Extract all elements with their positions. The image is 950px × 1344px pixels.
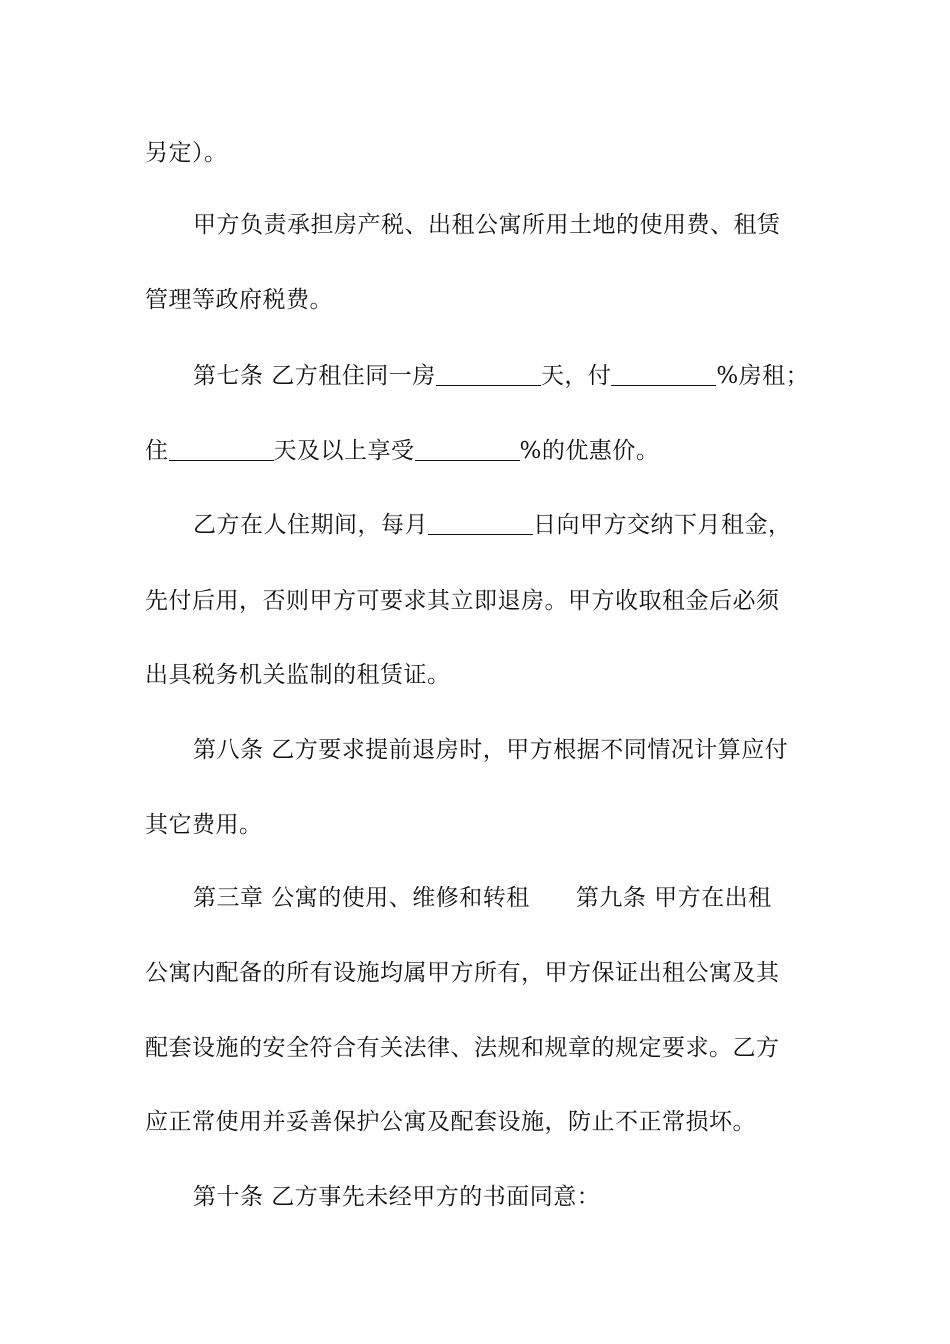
article-9-line-3: [145, 1033, 805, 1063]
line-text: 先付后用，否则甲方可要求其立即退房。甲方收取租金后必须: [145, 588, 780, 614]
line-text: 第十条 乙方事先未经甲方的书面同意：: [193, 1184, 601, 1210]
fill-in-blank-days[interactable]: [436, 363, 541, 386]
line-text: 其它费用。: [145, 812, 263, 838]
article-10-line-1: [193, 1182, 853, 1212]
line-text: 应正常使用并妥善保护公寓及配套设施，防止不正常损坏。: [145, 1109, 756, 1135]
paragraph-tax-line-2: [145, 285, 805, 315]
chapter-3-heading-line: [193, 883, 853, 913]
article-8-line-2: [145, 810, 805, 840]
line-text: 天及以上享受: [273, 438, 415, 464]
line-text: 日向甲方交纳下月租金，: [533, 512, 792, 538]
line-text: 配套设施的安全符合有关法律、法规和规章的规定要求。乙方: [145, 1035, 780, 1061]
fill-in-blank-days[interactable]: [169, 438, 274, 461]
article-9-line-4: [145, 1107, 805, 1137]
article-7-line-2: [145, 436, 805, 466]
line-text: 住: [145, 438, 169, 464]
line-text: 甲方负责承担房产税、出租公寓所用土地的使用费、租赁: [193, 212, 781, 238]
line-text: %房租；: [716, 363, 810, 389]
fill-in-blank-discount[interactable]: [415, 438, 520, 461]
line-text: 另定）。: [145, 140, 228, 166]
line-text: 第九条 甲方在出租: [575, 885, 772, 911]
fill-in-blank-percent[interactable]: [611, 363, 716, 386]
line-text: 管理等政府税费。: [145, 287, 333, 313]
text-line-1: [145, 138, 805, 168]
line-text: %的优惠价。: [519, 438, 660, 464]
paragraph-tax-line-1: [193, 210, 853, 240]
rent-payment-line-3: [145, 660, 805, 690]
article-7-line-1: [193, 361, 853, 391]
line-text: 乙方在人住期间，每月: [193, 512, 428, 538]
chapter-heading: 第三章 公寓的使用、维修和转租: [193, 885, 530, 911]
line-text: 第七条 乙方租住同一房: [193, 363, 436, 389]
line-text: 第八条 乙方要求提前退房时，甲方根据不同情况计算应付: [193, 737, 789, 763]
article-8-line-1: [193, 735, 853, 765]
line-text: 公寓内配备的所有设施均属甲方所有，甲方保证出租公寓及其: [145, 960, 780, 986]
rent-payment-line-2: [145, 586, 805, 616]
line-text: 天，付: [540, 363, 612, 389]
line-text: 出具税务机关监制的租赁证。: [145, 662, 451, 688]
rent-payment-line-1: [193, 510, 853, 540]
article-9-line-2: [145, 958, 805, 988]
fill-in-blank-day[interactable]: [428, 512, 533, 535]
